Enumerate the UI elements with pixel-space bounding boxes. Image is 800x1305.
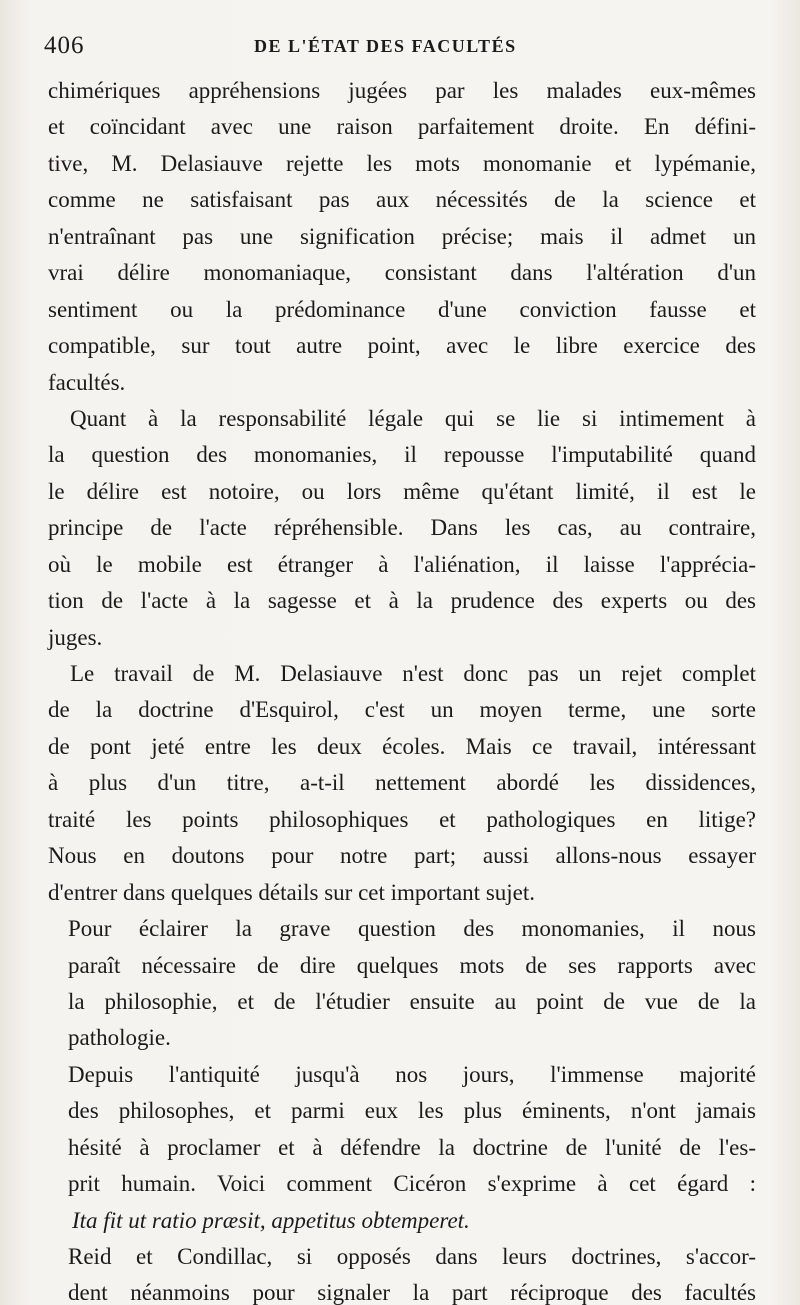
text-line: juges. — [48, 624, 103, 650]
text-line: de la doctrine d'Esquirol, c'est un moyen terme, une sorte — [48, 697, 756, 723]
text-line: Quant à la responsabilité légale qui se lie si intimement à — [70, 405, 756, 431]
text-line: chimériques appréhensions jugées par les malades eux-mêmes — [48, 78, 756, 103]
text-line: tion de l'acte à la sagesse et à la prudence des experts ou des — [48, 588, 756, 614]
latin-quote: Ita fit ut ratio præsit, appetitus obtemperet. — [72, 1207, 470, 1233]
text-line: Pour éclairer la grave question des monomanies, il nous — [68, 916, 756, 942]
text-line: prit humain. Voici comment Cicéron s'exprime à cet égard : — [68, 1171, 756, 1197]
text-line: et coïncidant avec une raison parfaitement droite. En défini- — [48, 114, 756, 140]
text-line: vrai délire monomaniaque, consistant dans l'altération d'un — [48, 260, 756, 286]
text-line: pathologie. — [68, 1025, 171, 1051]
text-line: Depuis l'antiquité jusqu'à nos jours, l'immense majorité — [68, 1061, 756, 1087]
text-line: dent néanmoins pour signaler la part réciproque des facultés — [68, 1280, 756, 1305]
text-line: sentiment ou la prédominance d'une conviction fausse et — [48, 296, 756, 322]
text-line: où le mobile est étranger à l'aliénation, il laisse l'apprécia- — [48, 551, 756, 577]
text-line: d'entrer dans quelques détails sur cet important sujet. — [48, 879, 536, 905]
body-text — [48, 73, 756, 1305]
text-line: le délire est notoire, ou lors même qu'étant limité, il est le — [48, 478, 756, 504]
page-number: 406 — [44, 32, 85, 59]
text-line: comme ne satisfaisant pas aux nécessités de la science et — [48, 187, 756, 213]
text-line: à plus d'un titre, a-t-il nettement abordé les dissidences, — [48, 770, 756, 796]
text-line: facultés. — [48, 369, 126, 395]
text-line: de pont jeté entre les deux écoles. Mais ce travail, intéressant — [48, 733, 756, 759]
running-title: DE L'ÉTAT DES FACULTÉS — [254, 36, 517, 56]
text-line: n'entraînant pas une signification précise; mais il admet un — [48, 223, 756, 249]
text-line: la question des monomanies, il repousse l'imputabilité quand — [48, 442, 756, 468]
text-line: la philosophie, et de l'étudier ensuite au point de vue de la — [68, 988, 756, 1014]
text-line: paraît nécessaire de dire quelques mots de ses rapports avec — [68, 952, 756, 978]
text-line: Reid et Condillac, si opposés dans leurs doctrines, s'accor- — [68, 1244, 756, 1269]
text-line: principe de l'acte répréhensible. Dans les cas, au contraire, — [48, 515, 756, 541]
text-line: traité les points philosophiques et pathologiques en litige? — [48, 806, 756, 832]
text-line: Le travail de M. Delasiauve n'est donc pas un rejet complet — [70, 661, 756, 686]
text-line: compatible, sur tout autre point, avec le libre exercice des — [48, 333, 756, 359]
text-line: tive, M. Delasiauve rejette les mots monomanie et lypémanie, — [48, 150, 756, 176]
text-line: Nous en doutons pour notre part; aussi allons-nous essayer — [48, 843, 756, 869]
running-head — [44, 32, 756, 68]
text-line: des philosophes, et parmi eux les plus éminents, n'ont jamais — [68, 1098, 756, 1124]
text-line: hésité à proclamer et à défendre la doctrine de l'unité de l'es- — [68, 1134, 756, 1160]
